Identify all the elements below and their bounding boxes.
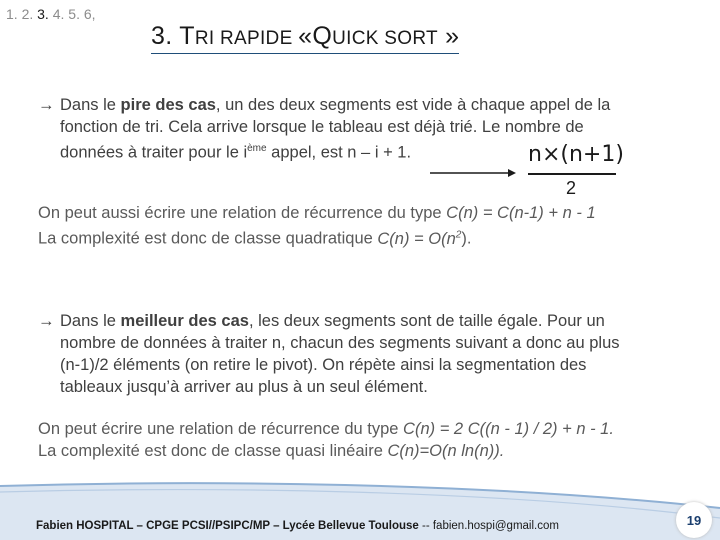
rec2-complexity: C(n)=O(n ln(n)). xyxy=(387,442,505,460)
worst-line-1 xyxy=(38,94,678,116)
worst-superscript: ème xyxy=(247,143,267,154)
nav-current: 3. xyxy=(37,6,49,22)
formula-numerator: n×(n+1) xyxy=(528,142,624,167)
recurrence-best xyxy=(38,418,614,462)
title-underline xyxy=(151,53,459,55)
rec1-text: On peut aussi écrire une relation de récurrence du type xyxy=(38,204,447,222)
section-nav xyxy=(6,6,96,22)
worst-text: , un des deux segments est vide à chaque appel de la xyxy=(215,96,611,114)
title-part-3: «Q xyxy=(298,22,333,50)
footer-email: -- fabien.hospi@gmail.com xyxy=(418,520,559,532)
arrow-bullet-icon: → xyxy=(38,312,55,330)
arrow-right-icon xyxy=(430,166,516,180)
rec2-formula: C(n) = 2 C((n - 1) / 2) + n - 1. xyxy=(403,420,614,438)
rec2-line-1 xyxy=(38,418,614,440)
rec1-complexity xyxy=(377,230,461,248)
rec1-text: ). xyxy=(461,229,472,248)
best-emphasis: meilleur des cas xyxy=(120,312,249,330)
nav-after: 4. 5. 6, xyxy=(48,6,96,22)
rec1-formula: C(n) = C(n-1) + n - 1 xyxy=(446,204,596,222)
best-line-3: (n-1)/2 éléments (on retire le pivot). On répète ainsi la segmentation des xyxy=(60,356,587,374)
rec1-line-1 xyxy=(38,202,596,224)
footer-credit xyxy=(36,520,559,532)
formula-fraction xyxy=(528,142,624,200)
worst-emphasis: pire des cas xyxy=(120,96,216,114)
rec1-complexity-text: C(n) = O(n xyxy=(377,229,456,248)
worst-text: Dans le xyxy=(60,96,121,114)
worst-text: appel, est n – i + 1. xyxy=(266,143,412,162)
worst-line-2: fonction de tri. Cela arrive lorsque le tableau est déjà trié. Le nombre de xyxy=(60,118,584,136)
rec1-text: La complexité est donc de classe quadratique xyxy=(38,229,378,248)
formula-denominator: 2 xyxy=(566,178,577,198)
page-number: 19 xyxy=(676,502,712,538)
slide-title xyxy=(151,22,459,51)
title-part-5: » xyxy=(437,22,460,50)
title-part-2: RI RAPIDE xyxy=(194,28,299,49)
worst-text: données à traiter pour le i xyxy=(60,143,248,162)
best-text: , les deux segments sont de taille égale. Pour un xyxy=(248,312,605,330)
rec2-line-2 xyxy=(38,440,614,462)
rec2-text: On peut écrire une relation de récurrence du type xyxy=(38,420,404,438)
best-line-4: tableaux jusqu’à arriver au plus à un seul élément. xyxy=(60,378,428,396)
nav-before: 1. 2. xyxy=(6,6,38,22)
title-part-1: 3. T xyxy=(151,22,195,50)
best-line-2: nombre de données à traiter n, chacun des segments suivant a donc au plus xyxy=(60,334,620,352)
rec1-line-2 xyxy=(38,224,596,250)
best-case-paragraph xyxy=(38,310,678,398)
fraction-bar xyxy=(528,173,616,175)
best-line-1 xyxy=(38,310,678,332)
rec1-exponent: 2 xyxy=(455,229,462,240)
footer-author: Fabien HOSPITAL – CPGE PCSI//PSIPC/MP – Lycée Bellevue Toulouse xyxy=(36,520,419,532)
recurrence-worst xyxy=(38,202,596,250)
arrow-bullet-icon: → xyxy=(38,96,55,114)
rec2-text: La complexité est donc de classe quasi linéaire xyxy=(38,442,388,460)
title-part-4: UICK SORT xyxy=(332,28,438,49)
best-text: Dans le xyxy=(60,312,121,330)
